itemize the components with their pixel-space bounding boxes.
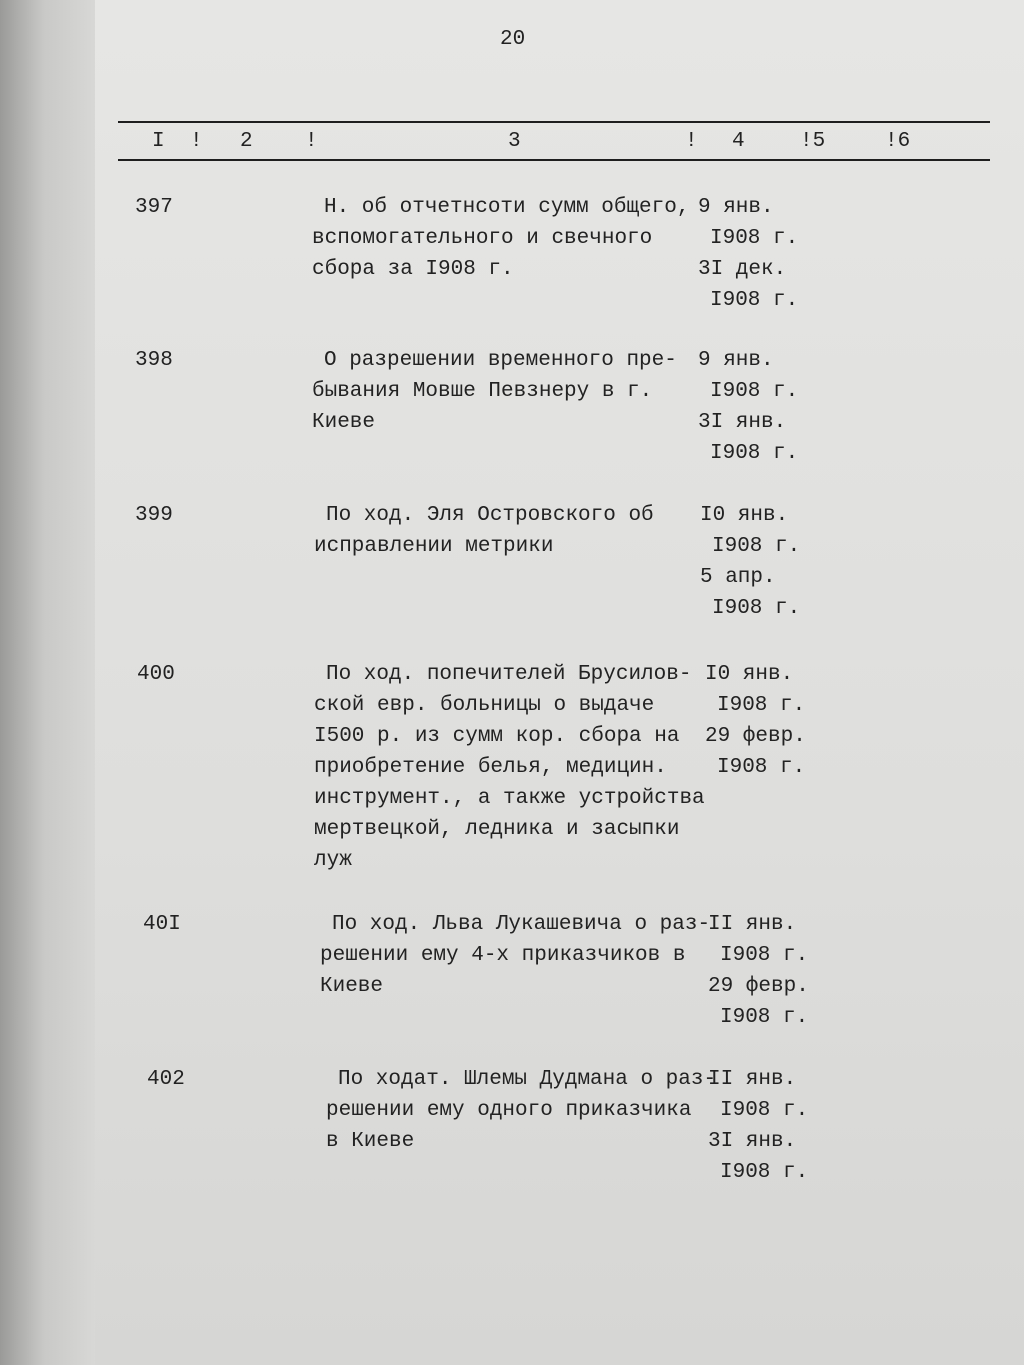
description-line: бывания Мовше Певзнеру в г. (312, 380, 653, 403)
entry-number: 399 (135, 504, 173, 527)
date-line: 9 янв. (698, 349, 774, 372)
entry-dates (708, 1064, 808, 1188)
description-line: решении ему одного приказчика (326, 1099, 692, 1122)
header-bottom-rule (118, 159, 990, 161)
entry-dates (698, 192, 798, 316)
entry-description (312, 192, 689, 285)
date-line: I908 г. (717, 694, 806, 717)
date-line: I0 янв. (705, 663, 794, 686)
page-edge-shadow (0, 0, 110, 1365)
date-line: I908 г. (712, 535, 801, 558)
date-line: I908 г. (710, 289, 799, 312)
entry-dates (708, 909, 809, 1033)
header-col-6: !6 (885, 130, 911, 153)
entry-number: 398 (135, 349, 173, 372)
date-line: 29 февр. (705, 725, 806, 748)
page-number: 20 (500, 28, 526, 51)
description-line: О разрешении временного пре- (324, 349, 677, 372)
date-line: I0 янв. (700, 504, 789, 527)
date-line: I908 г. (710, 380, 799, 403)
date-line: I908 г. (712, 597, 801, 620)
description-line: решении ему 4-х приказчиков в (320, 944, 686, 967)
header-top-rule (118, 121, 990, 123)
description-line: По ход. Льва Лукашевича о раз- (332, 913, 711, 936)
description-line: По ход. Эля Островского об (326, 504, 654, 527)
date-line: 3I дек. (698, 258, 787, 281)
date-line: I908 г. (720, 944, 809, 967)
description-line: мертвецкой, ледника и засыпки (314, 818, 680, 841)
entry-dates (698, 345, 798, 469)
header-col-2: 2 (240, 130, 253, 153)
entry-number: 40I (143, 913, 181, 936)
header-sep: ! (190, 130, 203, 153)
entry-dates (705, 659, 806, 783)
header-sep: ! (305, 130, 318, 153)
description-line: I500 р. из сумм кор. сбора на (314, 725, 680, 748)
date-line: I908 г. (710, 442, 799, 465)
entry-description (312, 345, 677, 438)
description-line: ской евр. больницы о выдаче (314, 694, 655, 717)
date-line: 5 апр. (700, 566, 776, 589)
header-col-3: 3 (508, 130, 521, 153)
entry-number: 397 (135, 196, 173, 219)
description-line: Киеве (320, 975, 384, 998)
date-line: I908 г. (720, 1006, 809, 1029)
date-line: II янв. (708, 913, 797, 936)
entry-description (314, 659, 705, 876)
header-col-5: !5 (800, 130, 826, 153)
description-line: в Киеве (326, 1130, 415, 1153)
date-line: 3I янв. (708, 1130, 797, 1153)
entry-number: 400 (137, 663, 175, 686)
description-line: приобретение белья, медицин. (314, 756, 667, 779)
description-line: По ход. попечителей Брусилов- (326, 663, 692, 686)
entry-dates (700, 500, 800, 624)
entry-number: 402 (147, 1068, 185, 1091)
description-line: сбора за I908 г. (312, 258, 514, 281)
date-line: I908 г. (717, 756, 806, 779)
date-line: I908 г. (720, 1099, 809, 1122)
header-sep: ! (685, 130, 698, 153)
header-col-1: I (152, 130, 165, 153)
entry-description (326, 1064, 716, 1157)
description-line: инструмент., а также устройства (314, 787, 705, 810)
date-line: I908 г. (720, 1161, 809, 1184)
date-line: I908 г. (710, 227, 799, 250)
date-line: II янв. (708, 1068, 797, 1091)
entry-description (314, 500, 654, 562)
description-line: Киеве (312, 411, 376, 434)
description-line: исправлении метрики (314, 535, 554, 558)
date-line: 29 февр. (708, 975, 809, 998)
entry-description (320, 909, 710, 1002)
description-line: По ходат. Шлемы Дудмана о раз- (338, 1068, 717, 1091)
description-line: луж (314, 849, 352, 872)
date-line: 9 янв. (698, 196, 774, 219)
header-col-4: 4 (732, 130, 745, 153)
description-line: вспомогательного и свечного (312, 227, 653, 250)
description-line: Н. об отчетнсоти сумм общего, (324, 196, 690, 219)
date-line: 3I янв. (698, 411, 787, 434)
